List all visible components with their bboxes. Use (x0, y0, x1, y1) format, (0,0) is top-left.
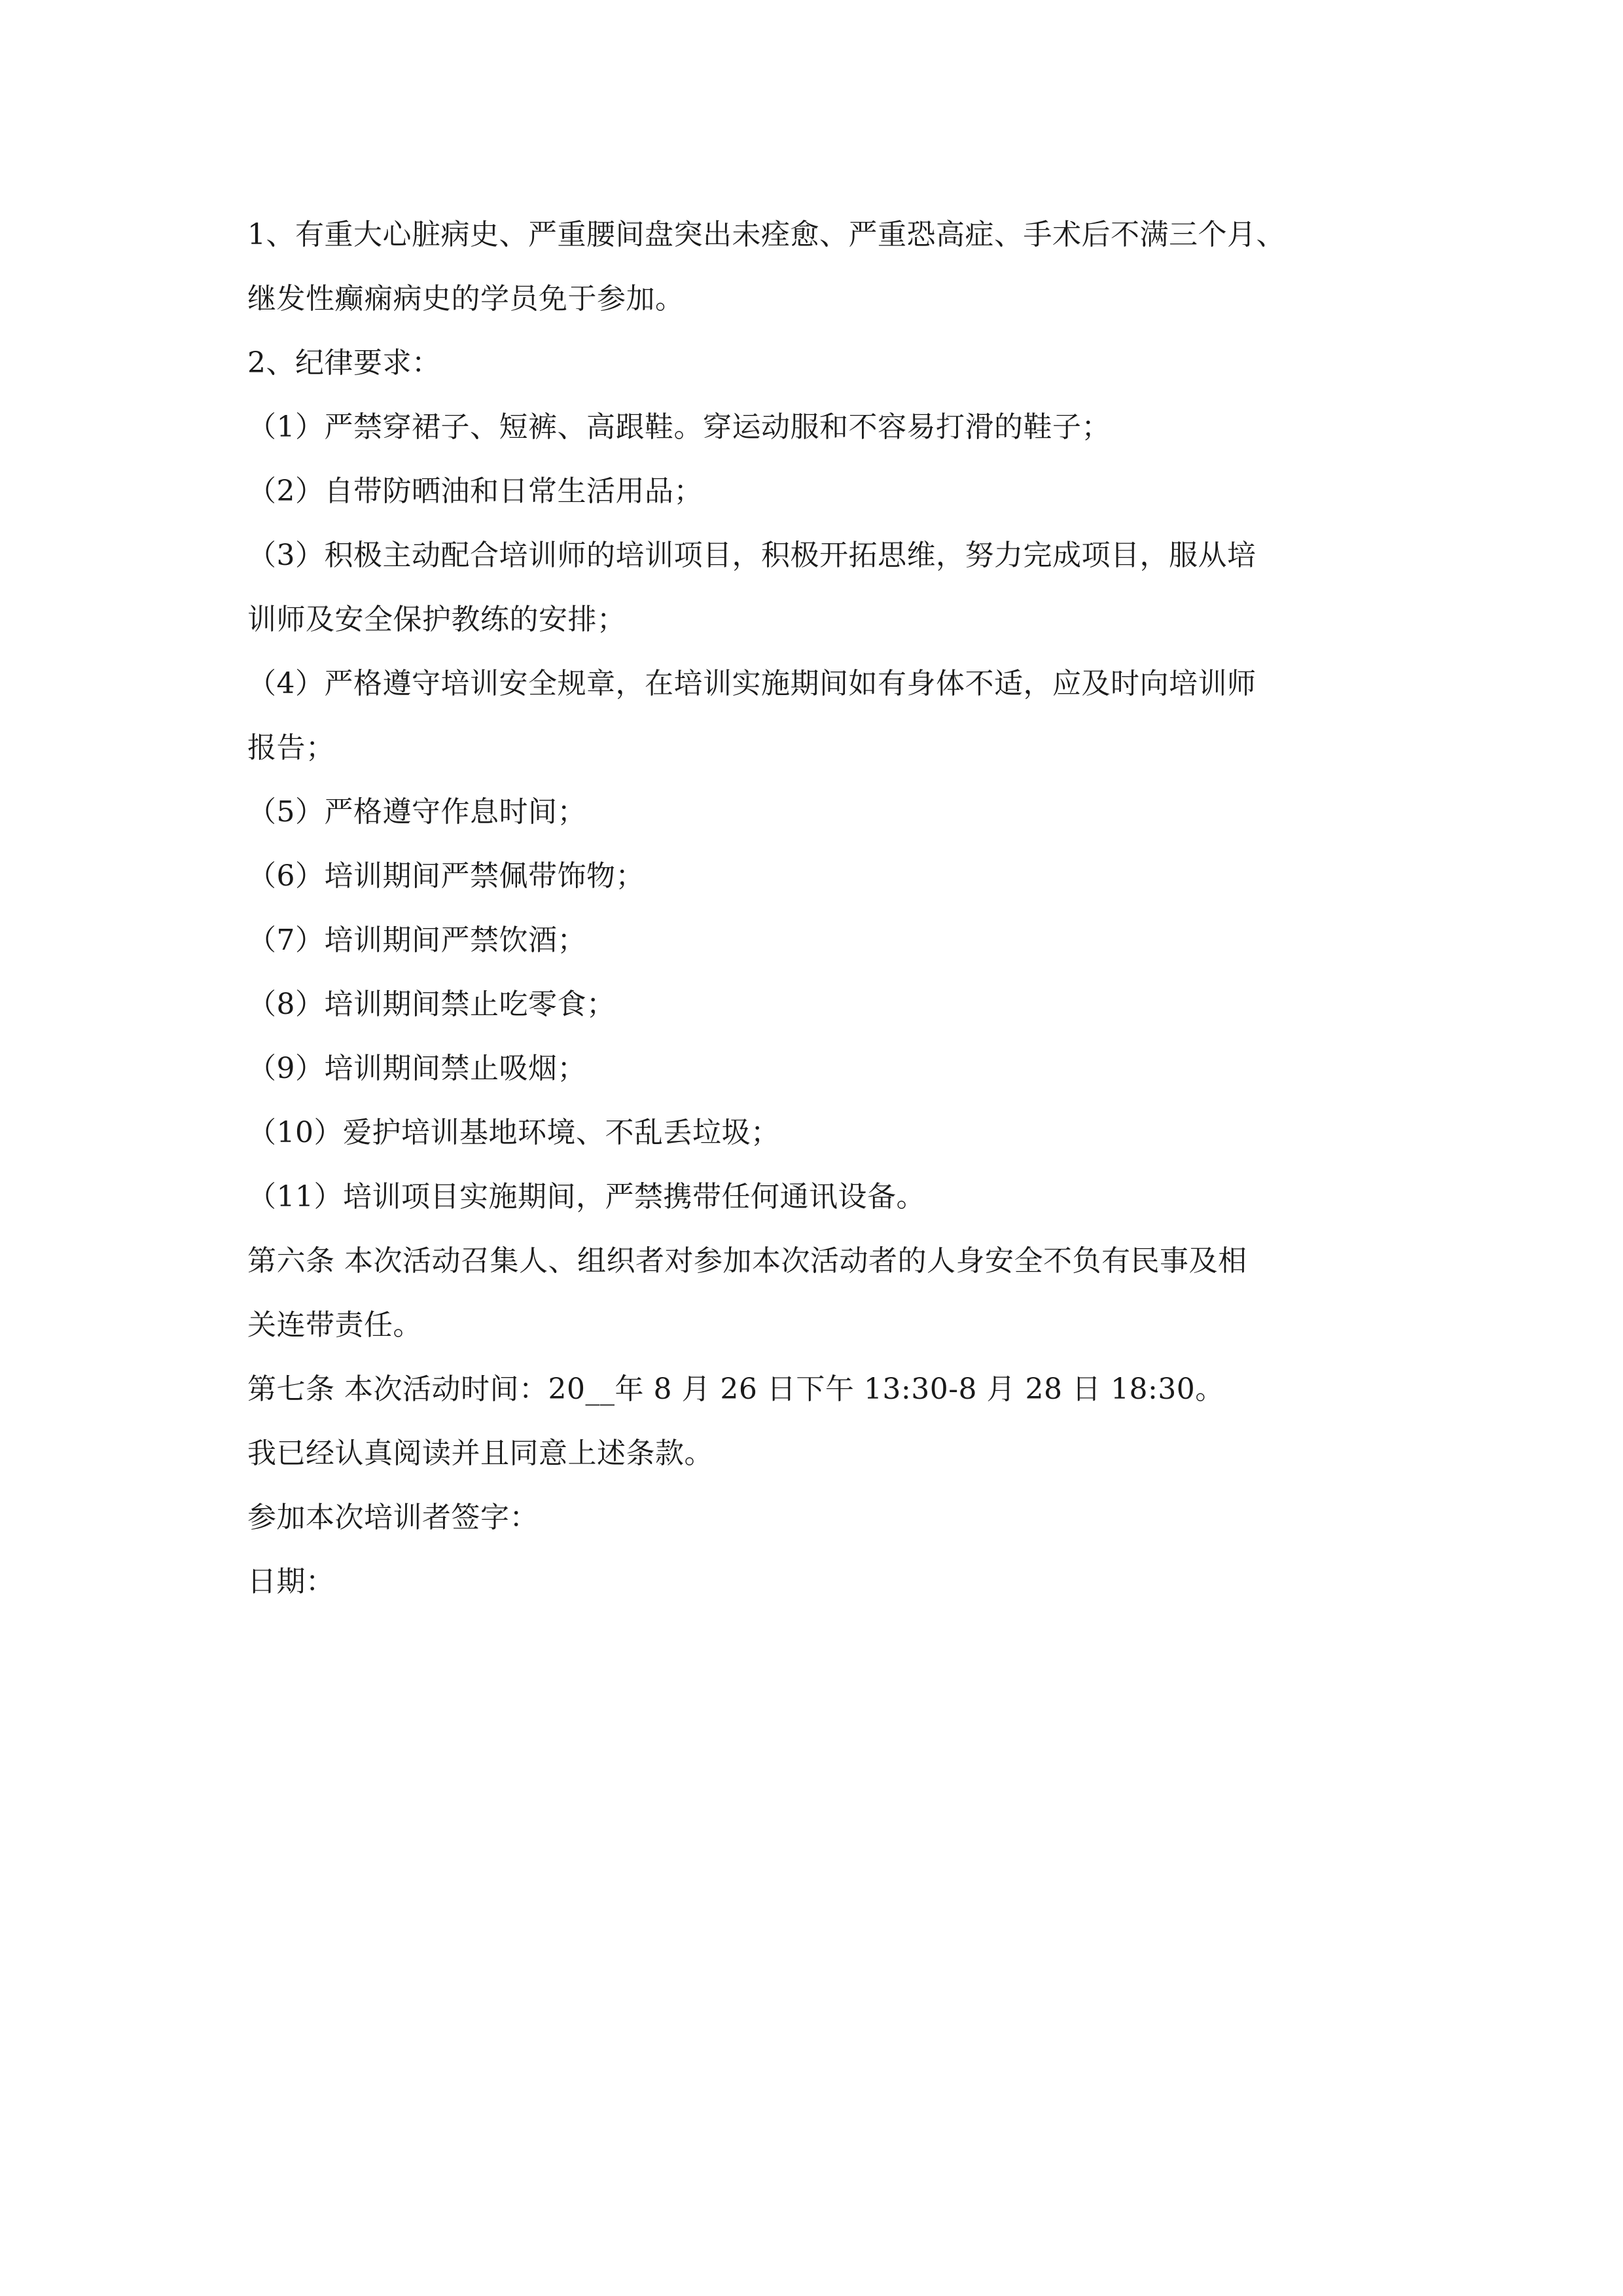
rule-6: （6）培训期间严禁佩带饰物； (247, 859, 645, 893)
rule-7: （7）培训期间严禁饮酒； (247, 924, 586, 957)
rule-11: （11）培训项目实施期间，严禁携带任何通讯设备。 (247, 1180, 925, 1213)
exemption-clause-line-2: 继发性癫痫病史的学员免于参加。 (247, 282, 685, 315)
rule-4-line-2: 报告； (247, 731, 335, 764)
rule-5: （5）严格遵守作息时间； (247, 795, 586, 829)
exemption-clause-line-1: 1、有重大心脏病史、严重腰间盘突出未痊愈、严重恐高症、手术后不满三个月、 (247, 218, 1285, 251)
rule-4-line-1: （4）严格遵守培训安全规章，在培训实施期间如有身体不适，应及时向培训师 (247, 667, 1257, 700)
signature-label: 参加本次培训者签字： (247, 1501, 539, 1534)
rule-10: （10）爱护培训基地环境、不乱丢垃圾； (247, 1116, 780, 1149)
rule-1: （1）严禁穿裙子、短裤、高跟鞋。穿运动服和不容易打滑的鞋子； (247, 410, 1111, 444)
date-label: 日期： (247, 1565, 335, 1598)
rule-2: （2）自带防晒油和日常生活用品； (247, 475, 703, 508)
discipline-heading: 2、纪律要求： (247, 346, 441, 380)
rule-9: （9）培训期间禁止吸烟； (247, 1052, 586, 1085)
document-body (247, 203, 1399, 1614)
article-6-line-2: 关连带责任。 (247, 1308, 422, 1342)
rule-8: （8）培训期间禁止吃零食； (247, 988, 616, 1021)
rule-3-line-1: （3）积极主动配合培训师的培训项目，积极开拓思维，努力完成项目，服从培 (247, 539, 1257, 572)
article-6-line-1: 第六条 本次活动召集人、组织者对参加本次活动者的人身安全不负有民事及相 (247, 1244, 1247, 1278)
agreement-statement: 我已经认真阅读并且同意上述条款。 (247, 1437, 713, 1470)
article-7: 第七条 本次活动时间：20__年 8 月 26 日下午 13:30-8 月 28 日 18:30。 (247, 1372, 1224, 1406)
rule-3-line-2: 训师及安全保护教练的安排； (247, 603, 626, 636)
